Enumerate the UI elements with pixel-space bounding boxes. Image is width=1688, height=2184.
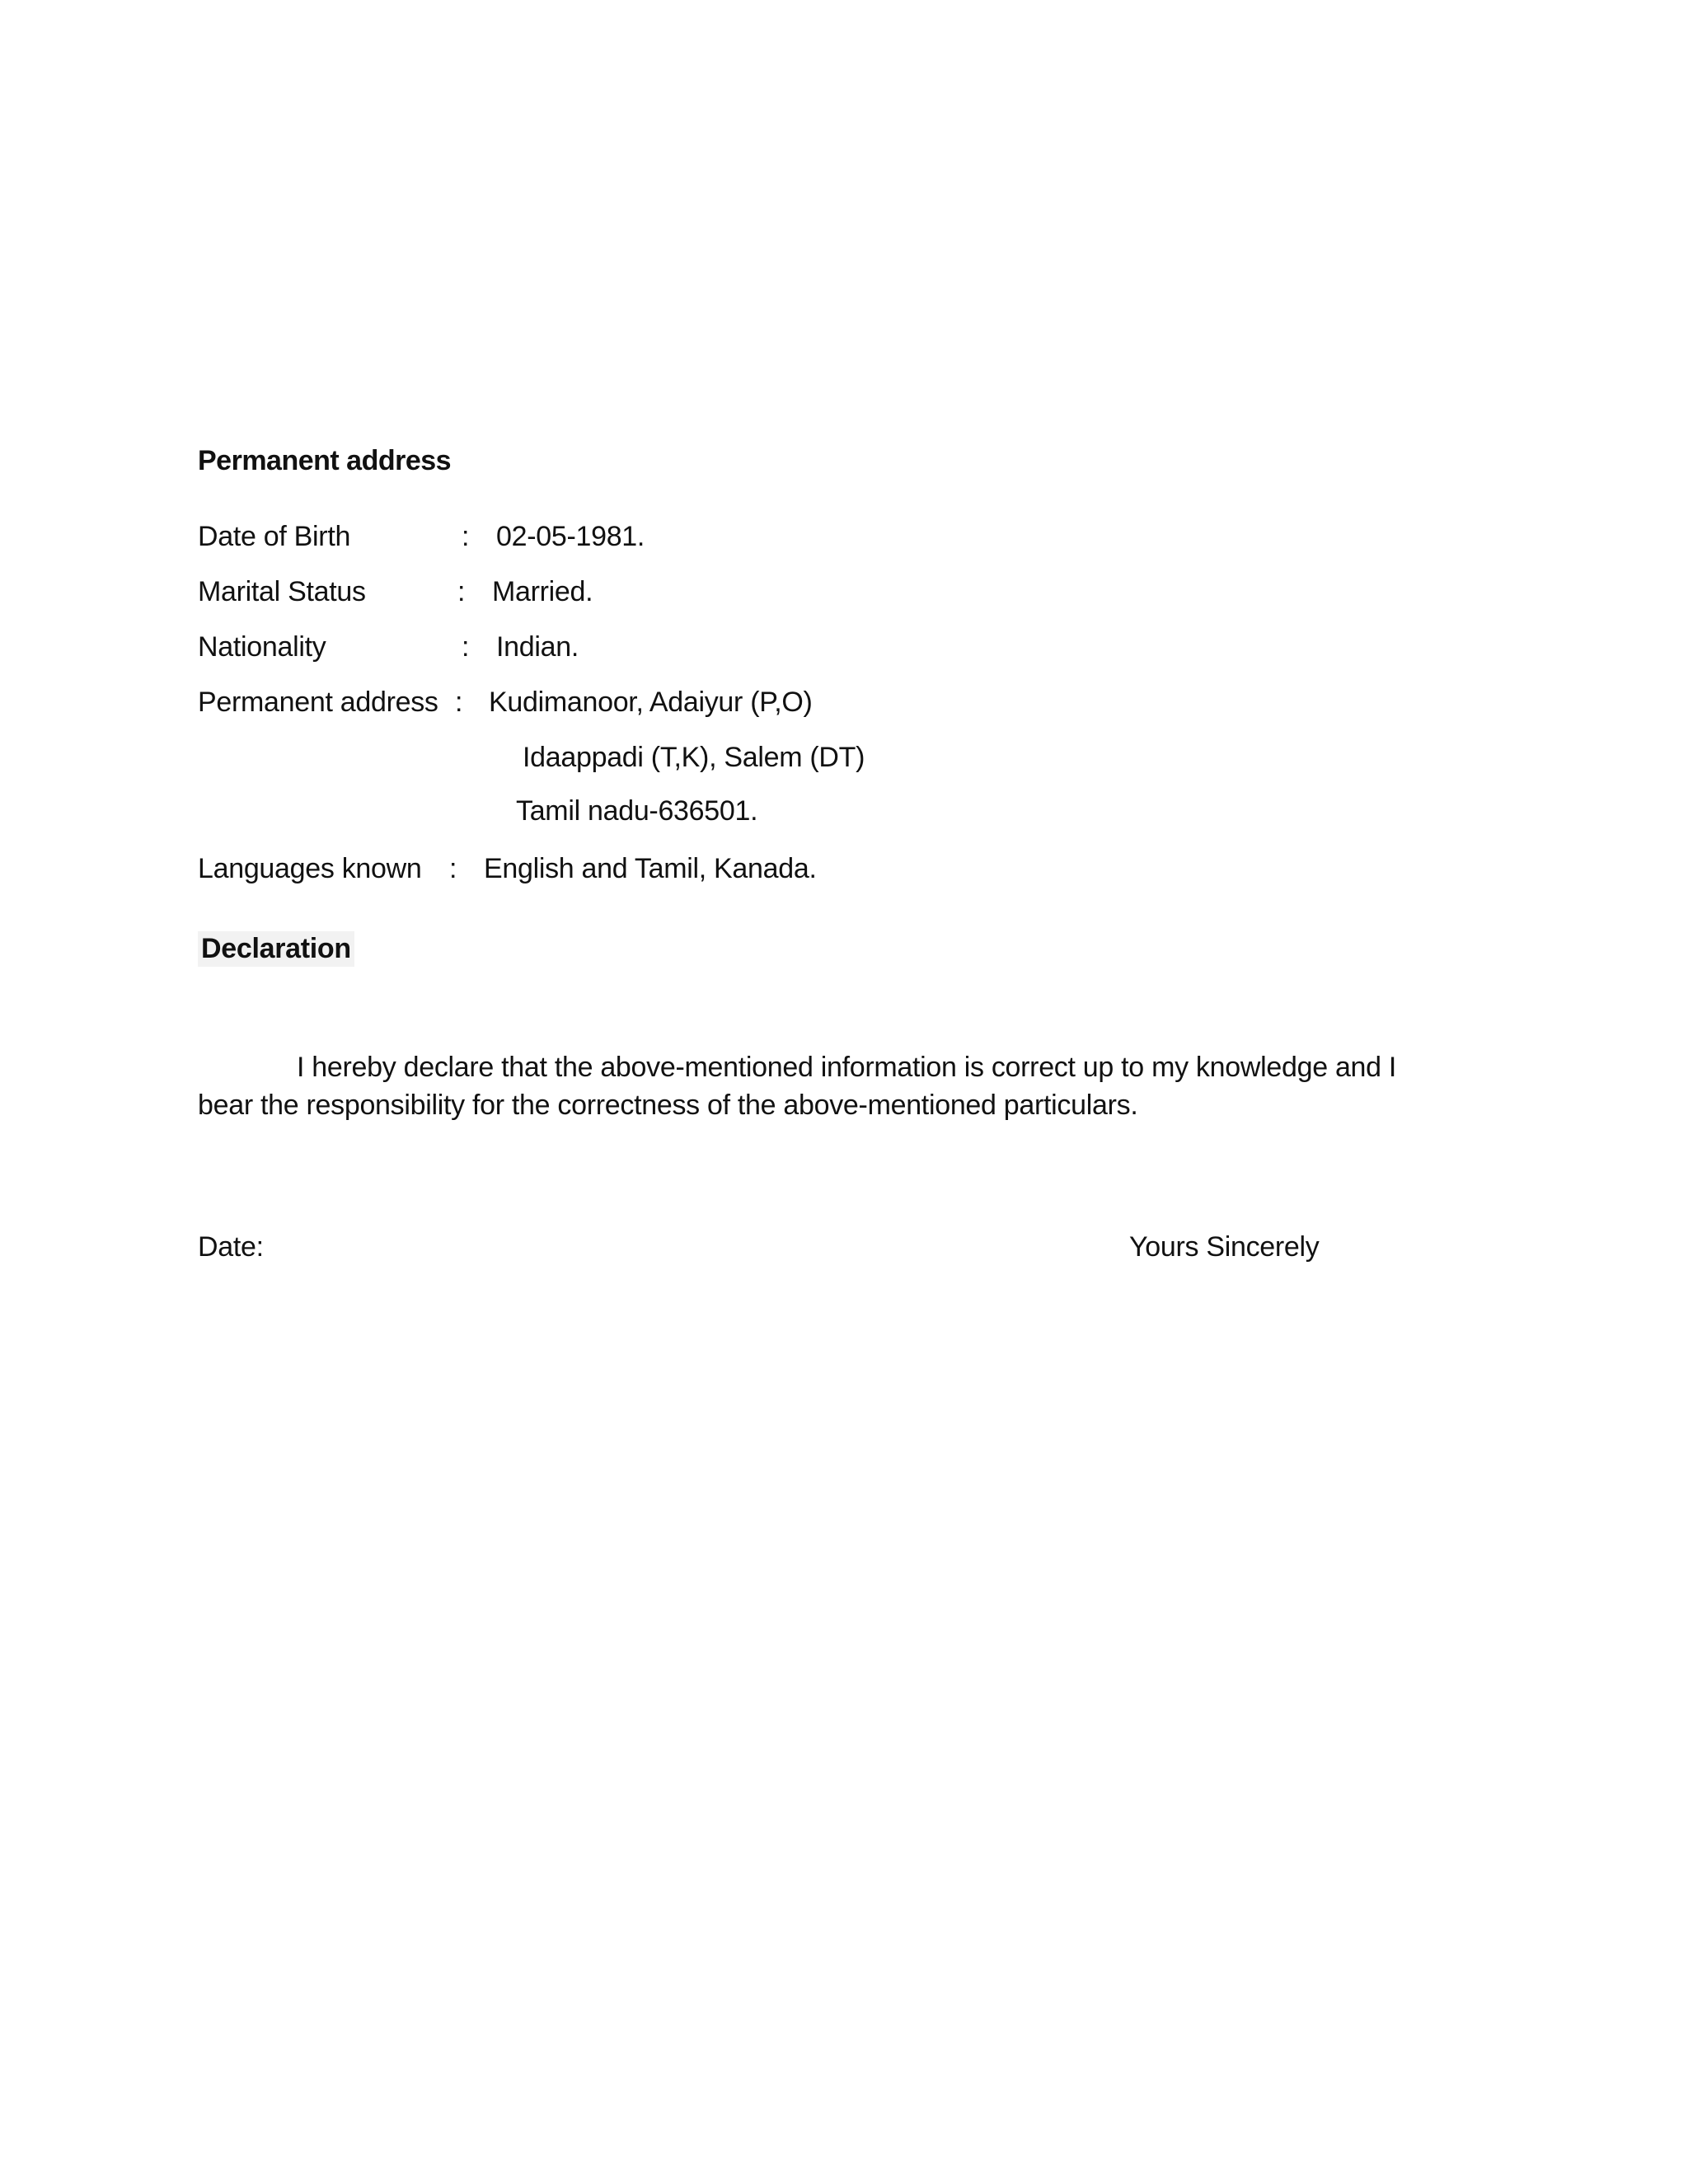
permanent-address-value: Kudimanoor, Adaiyur (P,O) xyxy=(489,687,813,718)
marital-status-label: Marital Status xyxy=(198,576,366,607)
marital-status-value: Married. xyxy=(492,576,593,607)
dob-separator: : xyxy=(462,521,470,552)
languages-label: Languages known xyxy=(198,853,422,884)
dob-value: 02-05-1981. xyxy=(496,521,645,552)
declaration-paragraph xyxy=(198,1048,1451,1124)
closing-text: Yours Sincerely xyxy=(1129,1231,1320,1263)
dob-label: Date of Birth xyxy=(198,521,351,552)
nationality-label: Nationality xyxy=(198,631,326,663)
declaration-text: I hereby declare that the above-mentioned information is correct up to my knowledge and I bear the responsibility for the correctness of the above-mentioned particulars. xyxy=(198,1052,1397,1121)
permanent-address-label: Permanent address xyxy=(198,687,438,718)
nationality-value: Indian. xyxy=(496,631,579,663)
date-label: Date: xyxy=(198,1231,264,1263)
nationality-separator: : xyxy=(462,631,470,663)
marital-status-separator: : xyxy=(457,576,466,607)
permanent-address-separator: : xyxy=(455,687,463,718)
declaration-heading: Declaration xyxy=(198,931,354,967)
address-line-3: Tamil nadu-636501. xyxy=(516,795,758,827)
section-heading: Permanent address xyxy=(198,445,452,476)
address-line-2: Idaappadi (T,K), Salem (DT) xyxy=(523,742,865,773)
languages-value: English and Tamil, Kanada. xyxy=(484,853,817,884)
languages-separator: : xyxy=(449,853,457,884)
